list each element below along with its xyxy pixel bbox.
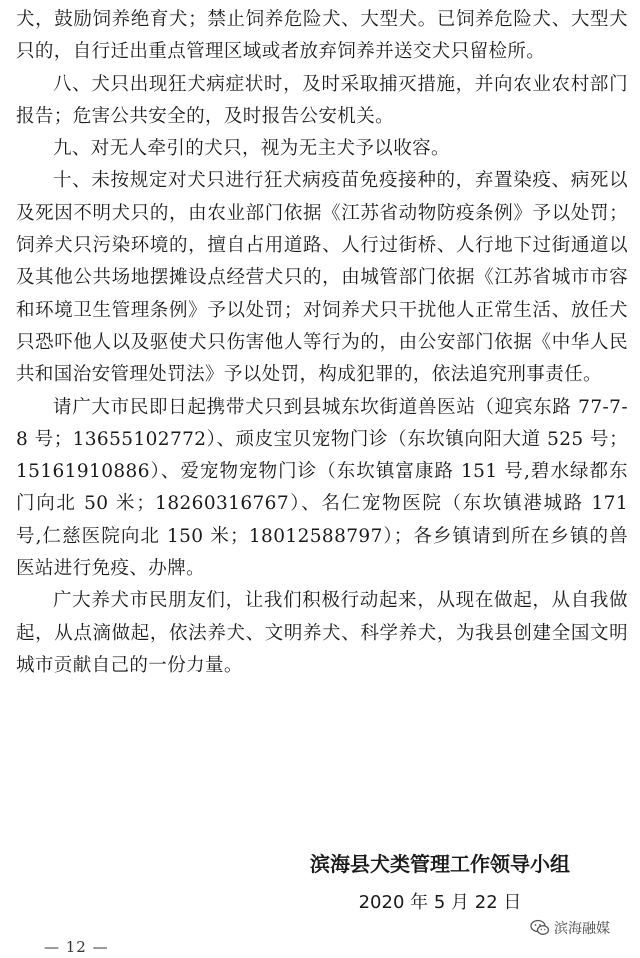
paragraph-vaccination-sites: 请广大市民即日起携带犬只到县城东坎街道兽医站（迎宾东路 77-7-8 号；13655102772）、顽皮宝贝宠物门诊（东坎镇向阳大道 525 号；15161910886）、爱宠物宠物门诊（东坎镇富康路 151 号,碧水绿都东门向北 50 米；18260316767）、名仁宠物医院（东坎镇港城路 171 号,仁慈医院向北 150 米；18012588797）；各乡镇请到所在乡镇的兽医站进行免疫、办牌。 bbox=[16, 396, 628, 580]
document-body bbox=[16, 4, 628, 682]
paragraph-call-to-action: 广大养犬市民朋友们，让我们积极行动起来，从现在做起，从自我做起，从点滴做起，依法养犬、文明养犬、科学养犬，为我县创建全国文明城市贡献自己的一份力量。 bbox=[16, 590, 628, 676]
paragraph-rabies-symptoms: 八、犬只出现狂犬病症状时，及时采取捕灭措施，并向农业农村部门报告；危害公共安全的，及时报告公安机关。 bbox=[16, 73, 628, 127]
paragraph-penalties: 十、未按规定对犬只进行狂犬病疫苗免疫接种的，弃置染疫、病死以及死因不明犬只的，由农业部门依据《江苏省动物防疫条例》予以处罚；饲养犬只污染环境的，擅自占用道路、人行过街桥、人行地下过街通道以及其他公共场地摆摊设点经营犬只的，由城管部门依据《江苏省城市市容和环境卫生管理条例》予以处罚；对饲养犬只干扰他人正常生活、放任犬只恐吓他人以及驱使犬只伤害他人等行为的，由公安部门依据《中华人民共和国治安管理处罚法》予以处罚，构成犯罪的，依法追究刑事责任。 bbox=[16, 170, 628, 386]
signature-date: 2020 年 5 月 22 日 bbox=[358, 892, 522, 913]
signature-organization: 滨海县犬类管理工作领导小组 bbox=[310, 852, 570, 876]
paragraph-unleashed-dogs: 九、对无人牵引的犬只，视为无主犬予以收容。 bbox=[53, 138, 450, 160]
wechat-icon bbox=[530, 919, 550, 937]
page-number: — 12 — bbox=[44, 938, 109, 956]
watermark bbox=[530, 918, 610, 938]
paragraph-dog-restrictions: 犬，鼓励饲养绝育犬；禁止饲养危险犬、大型犬。已饲养危险犬、大型犬只的，自行迁出重点管理区域或者放弃饲养并送交犬只留检所。 bbox=[16, 9, 628, 63]
watermark-text: 滨海融媒 bbox=[554, 921, 610, 937]
